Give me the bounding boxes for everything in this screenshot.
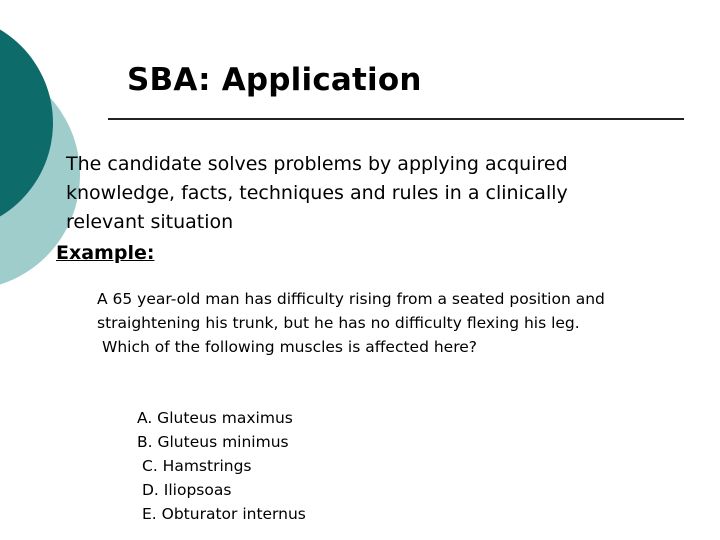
answer-option: A. Gluteus maximus [137, 409, 293, 427]
slide-title: SBA: Application [127, 62, 422, 98]
question-block [97, 287, 637, 359]
answer-option: B. Gluteus minimus [137, 433, 289, 451]
answer-option: D. Iliopsoas [142, 481, 232, 499]
example-label: Example: [56, 242, 155, 264]
answer-option: E. Obturator internus [142, 505, 306, 523]
intro-text: The candidate solves problems by applying acquired knowledge, facts, techniques and rules in a clinically relevant situation [66, 153, 568, 233]
answer-options [137, 406, 306, 526]
question-prompt: Which of the following muscles is affected here? [102, 338, 478, 356]
question-stem: A 65 year-old man has difficulty rising from a seated position and straightening his trunk, but he has no difficulty flexing his leg. [97, 290, 605, 332]
title-divider [108, 118, 684, 120]
answer-option: C. Hamstrings [142, 457, 252, 475]
